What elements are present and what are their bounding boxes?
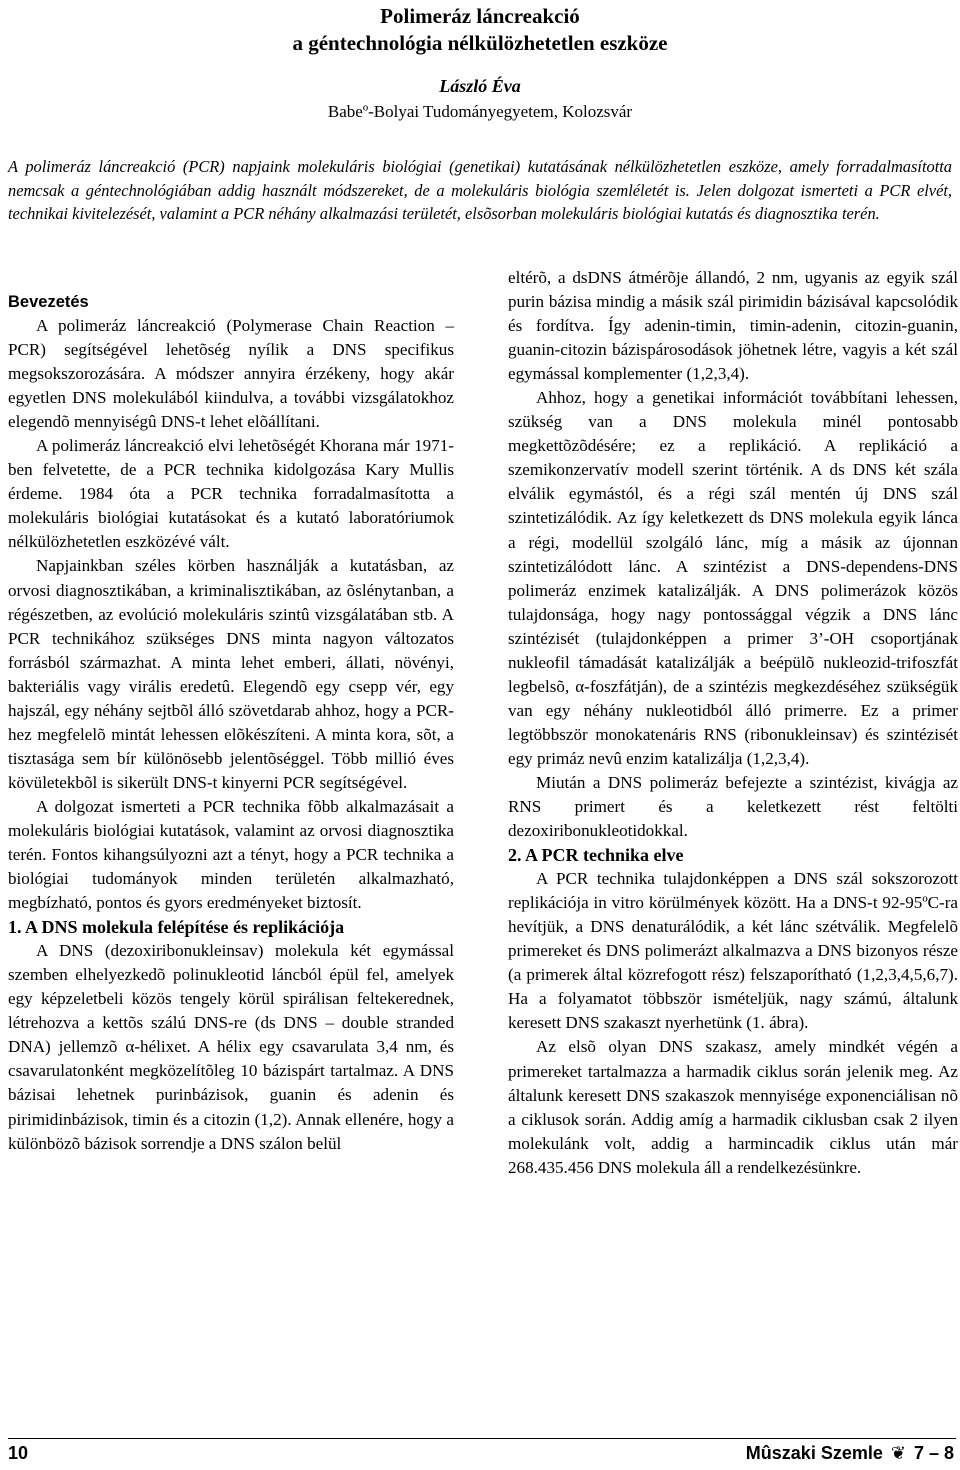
paper-title-line2: a géntechnológia nélkülözhetetlen eszköze	[292, 31, 668, 55]
journal-issue: 7 – 8	[913, 1443, 954, 1463]
footer-divider	[8, 1438, 956, 1439]
paragraph: Ahhoz, hogy a genetikai információt továbbítani lehessen, szükség van a DNS molekula minél pontosabb megkettõzõdésére; ez a replikáció. A replikáció a szemikonzervatív modell szerint történik. A ds DNS két szála elválik egymástól, és a régi szál mentén új DNS szál szintetizálódik. Az így keletkezett ds DNS molekula egyik lánca a régi, modellül szolgáló lánc, míg a másik az újonnan szintetizálódott lánc. A szintézist a DNS-dependens-DNS polimeráz enzimek katalizálják. A DNS polimerázok közös tulajdonsága, hogy nagy pontossággal végzik a DNS lánc szintézisét (tulajdonképpen a primer 3’-OH csoportjának nukleofil támadását katalizálják a beépülõ nukleozid-trifoszfát legbelsõ, α-foszfátján), de a szintézis megkezdéséhez szükségük van egy néhány nukleotidból álló primerre. Ez a primer legtöbbször monokatenáris RNS (ribonukleinsav) és szintézisét egy primáz nevû enzim katalizálja (1,2,3,4).	[508, 388, 958, 768]
paragraph: A DNS (dezoxiribonukleinsav) molekula két egymással szemben elhelyezkedõ polinukleotid láncból épül fel, amelyek egy képzeletbeli közös tengely körül spirálisan feltekerednek, létrehozva a kettõs szálú DNS-re (ds DNS – double stranded DNA) jellemzõ α-hélixet. A hélix egy csavarulata 3,4 nm, és csavarulatonként megközelítõleg 10 bázispárt tartalmaz. A DNS bázisai lehetnek purinbázisok, guanin és adenin és pirimidinbázisok, timin és a citozin (1,2). Annak ellenére, hogy a különbözõ bázisok sorrendje a DNS szálon belül	[8, 941, 454, 1153]
leaf-icon: ❦	[890, 1443, 906, 1463]
paragraph: Napjainkban széles körben használják a kutatásban, az orvosi diagnosztikában, a kriminalisztikában, az õslénytanban, a régészetben, az evolúció molekuláris szintû vizsgálatában stb. A PCR technikához szükséges DNS minta nagyon változatos forrásból származhat. A minta lehet emberi, állati, növényi, bakteriális vagy virális eredetû. Elegendõ egy csepp vér, egy hajszál, egy néhány sejtbõl álló szövetdarab ahhoz, hogy a PCR-hez megfelelõ mintát lehessen elõkészíteni. A minta kora, sõt, a tisztasága sem bír különösebb jelentõséggel. Több millió éves kövületekbõl is sikerült DNS-t kinyerni PCR segítségével.	[8, 556, 454, 792]
paragraph: A PCR technika tulajdonképpen a DNS szál sokszorozott replikációja in vitro körülmények között. Ha a DNS-t 92-95ºC-ra hevítjük, a DNS denaturálódik, a két lánc szétválik. Megfelelõ primereket és DNS polimerázt alkalmazva a DNS bizonyos része (a primerek által közrefogott rész) felszaporítható (1,2,3,4,5,6,7). Ha a folyamatot többször ismételjük, nagy számú, általunk keresett DNS szakaszt nyerhetünk (1. ábra).	[508, 869, 958, 1033]
author-name: László Éva	[439, 76, 521, 96]
journal-name: Mûszaki Szemle	[745, 1443, 883, 1463]
paragraph: A polimeráz láncreakció (Polymerase Chain Reaction – PCR) segítségével lehetõség nyílik a DNS specifikus megsokszorozására. A módszer annyira érzékeny, hogy akár egyetlen DNS molekulából kiindulva, a további vizsgálatokhoz elegendõ mennyiségû DNS-t lehet elõállítani.	[8, 316, 454, 432]
paragraph: Miután a DNS polimeráz befejezte a szintézist, kivágja az RNS primert és a keletkezett rést feltölti dezoxiribonukleotidokkal.	[508, 772, 958, 841]
abstract: A polimeráz láncreakció (PCR) napjaink molekuláris biológiai (genetikai) kutatásának nélkülözhetetlen eszköze, amely forradalmasította nemcsak a géntechnológiában addig használt módszereket, de a molekuláris biológia szemléletét is. Jelen dolgozat ismerteti a PCR elvét, technikai kivitelezését, valamint a PCR néhány alkalmazási területét, elsõsorban molekuláris biológiai kutatás és diagnosztika terén.	[8, 157, 952, 223]
left-column	[8, 290, 454, 1156]
right-column	[508, 266, 958, 1180]
paragraph: A polimeráz láncreakció elvi lehetõségét Khorana már 1971-ben felvetette, de a PCR technika kidolgozása Kary Mullis érdeme. 1984 óta a PCR technika forradalmasította a molekuláris biológiai kutatásokat és a kutató laboratóriumok nélkülözhetetlen eszközévé vált.	[8, 436, 454, 552]
section-heading-pcr-principle: 2. A PCR technika elve	[508, 845, 684, 866]
paragraph: Az elsõ olyan DNS szakasz, amely mindkét végén a primereket tartalmazza a harmadik ciklus során jelenik meg. Az általunk keresett DNS szakaszok mennyisége exponenciálisan nõ a ciklusok során. Addig amíg a harmadik ciklusban csak 2 ilyen molekulánk volt, addig a harmincadik ciklus után már 268.435.456 DNS molekula áll a rendelkezésünkre.	[508, 1037, 958, 1177]
paper-title-line1: Polimeráz láncreakció	[380, 4, 580, 28]
footer-journal	[746, 1443, 954, 1464]
page-number: 10	[8, 1443, 29, 1463]
author-affiliation: Babeº-Bolyai Tudományegyetem, Kolozsvár	[327, 102, 633, 121]
paragraph: eltérõ, a dsDNS átmérõje állandó, 2 nm, ugyanis az egyik szál purin bázisa mindig a másik szál pirimidin bázisával kapcsolódik és fordítva. Így adenin-timin, timin-adenin, citozin-guanin, guanin-citozin bázispárosodások jöhetnek létre, vagyis a két szál egymással komplementer (1,2,3,4).	[508, 268, 958, 384]
paragraph: A dolgozat ismerteti a PCR technika fõbb alkalmazásait a molekuláris biológiai kutatások, valamint az orvosi diagnosztika terén. Fontos kihangsúlyozni azt a tényt, hogy a PCR technika a biológiai tudományok minden területén alkalmazható, megbízható, pontos és gyors eredményeket biztosít.	[8, 796, 454, 913]
section-heading-introduction: Bevezetés	[8, 293, 89, 311]
section-heading-dna-structure: 1. A DNS molekula felépítése és replikációja	[8, 917, 345, 938]
